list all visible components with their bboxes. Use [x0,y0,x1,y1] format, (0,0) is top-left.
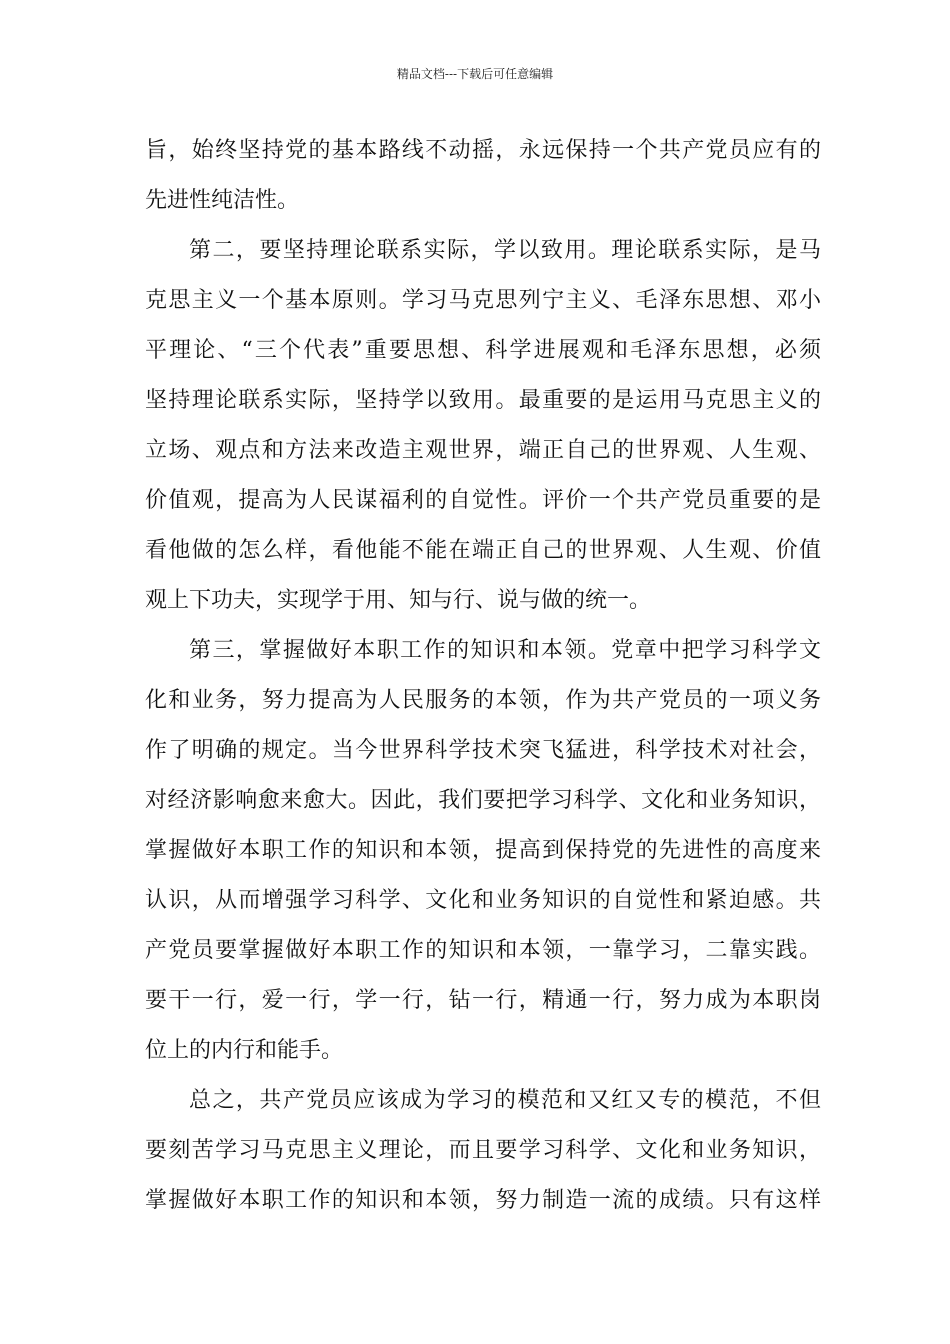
text-line: 克思主义一个基本原则。学习马克思列宁主义、毛泽东思想、邓小 [145,288,821,313]
text-line: 第二，要坚持理论联系实际，学以致用。理论联系实际，是马 [189,238,821,263]
text-line: 作了明确的规定。当今世界科学技术突飞猛进，科学技术对社会， [145,738,821,763]
text-line: 位上的内行和能手。 [145,1038,344,1063]
text-line: 要干一行，爱一行，学一行，钻一行，精通一行，努力成为本职岗 [145,988,821,1013]
text-line: 先进性纯洁性。 [145,188,300,213]
text-line: 掌握做好本职工作的知识和本领，提高到保持党的先进性的高度来 [145,838,821,863]
text-line: 旨，始终坚持党的基本路线不动摇，永远保持一个共产党员应有的 [145,138,821,163]
text-line: 产党员要掌握做好本职工作的知识和本领，一靠学习，二靠实践。 [145,938,821,963]
text-line: 掌握做好本职工作的知识和本领，努力制造一流的成绩。只有这样 [145,1188,821,1213]
text-line: 要刻苦学习马克思主义理论，而且要学习科学、文化和业务知识， [145,1138,821,1163]
text-line: 对经济影响愈来愈大。因此，我们要把学习科学、文化和业务知识， [145,788,821,813]
text-line: 化和业务，努力提高为人民服务的本领，作为共产党员的一项义务 [145,688,821,713]
text-line: 总之，共产党员应该成为学习的模范和又红又专的模范，不但 [189,1088,821,1113]
paragraph [145,628,821,1078]
paragraph [145,1078,821,1228]
text-line: 价值观，提高为人民谋福利的自觉性。评价一个共产党员重要的是 [145,488,821,513]
text-line: 看他做的怎么样，看他能不能在端正自己的世界观、人生观、价值 [145,538,821,563]
paragraph [145,128,821,228]
text-line: 第三，掌握做好本职工作的知识和本领。党章中把学习科学文 [189,638,821,663]
text-line: 立场、观点和方法来改造主观世界，端正自己的世界观、人生观、 [145,438,821,463]
paragraph [145,228,821,628]
text-line: 认识，从而增强学习科学、文化和业务知识的自觉性和紧迫感。共 [145,888,821,913]
text-line: 观上下功夫，实现学于用、知与行、说与做的统一。 [145,588,652,613]
page-header: 精品文档---下载后可任意编辑 [396,67,554,81]
text-line: 平理论、“三个代表”重要思想、科学进展观和毛泽东思想，必须 [145,338,821,363]
text-line: 坚持理论联系实际，坚持学以致用。最重要的是运用马克思主义的 [145,388,821,413]
document-body [145,128,821,1228]
